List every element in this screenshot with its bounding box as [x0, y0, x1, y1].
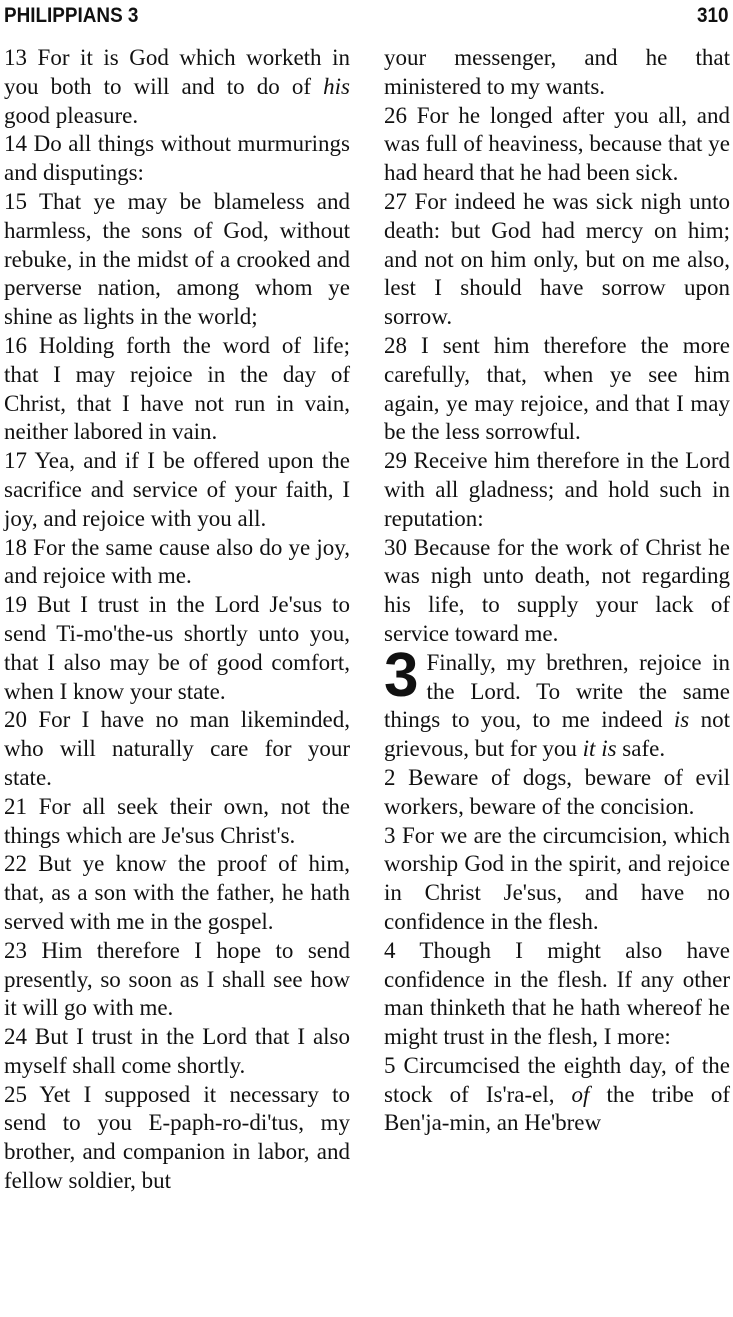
verse — [384, 764, 730, 822]
verse — [4, 850, 350, 936]
right-column — [384, 44, 730, 1138]
verse-text: 23 Him therefore I hope to send presently, so soon as I shall see how it will go with me. — [4, 937, 350, 1021]
verse-text: 16 Holding forth the word of life; that I may rejoice in the day of Christ, that I have not run in vain, neither labored in vain. — [4, 332, 350, 445]
verse-text: safe. — [616, 736, 666, 762]
verse-text: 3 For we are the circumcision, which worship God in the spirit, and rejoice in Christ Je'sus, and have no confidence in the flesh. — [384, 822, 730, 934]
verse-text: 25 Yet I supposed it necessary to send to you E-paph-ro-di'tus, my brother, and companion in labor, and fellow soldier, but — [4, 1081, 350, 1194]
verse-text: 13 For it is God which worketh in you both to will and to do of — [4, 45, 350, 99]
verse — [4, 332, 350, 447]
verse — [4, 130, 350, 188]
verse — [4, 188, 350, 332]
verse-text: 22 But ye know the proof of him, that, as a son with the father, he hath served with me in the gospel. — [4, 851, 350, 934]
verse — [4, 534, 350, 592]
verse — [4, 937, 350, 1023]
verse-text: 17 Yea, and if I be offered upon the sacrifice and service of your faith, I joy, and rejoice with you all. — [4, 448, 350, 531]
verse — [384, 102, 730, 188]
verses-chapter-2-end — [384, 102, 730, 649]
left-column — [4, 44, 350, 1196]
italic-word: it is — [582, 736, 617, 762]
verse — [4, 793, 350, 851]
italic-word: is — [673, 707, 690, 733]
verses-chapter-3 — [384, 764, 730, 1138]
verse-text: Finally, my brethren, rejoice in the Lord. To write the same things to you, to me indeed — [384, 649, 730, 733]
verse-text: 18 For the same cause also do ye joy, and rejoice with me. — [4, 534, 350, 589]
verse-text: 5 Circumcised the eighth day, of the stock of Is'ra-el, — [384, 1052, 730, 1107]
verse-text: 15 That ye may be blameless and harmless, the sons of God, without rebuke, in the midst of a crooked and perverse nation, among whom ye shine as lights in the world; — [4, 188, 350, 330]
chapter-3-verse-1 — [384, 640, 730, 764]
verse-text: 4 Though I might also have confidence in the flesh. If any other man thinketh that he hath whereof he might trust in the flesh, I more: — [384, 937, 730, 1050]
verse — [4, 447, 350, 533]
verse-text: 2 Beware of dogs, beware of evil workers, beware of the concision. — [384, 764, 730, 819]
verse-text: 26 For he longed after you all, and was full of heaviness, because that ye had heard that he had been sick. — [384, 102, 730, 186]
verse-text: 27 For indeed he was sick nigh unto death: but God had mercy on him; and not on him only, but on me also, lest I should have sorrow upon sorrow. — [384, 188, 730, 330]
verse-text: not grievous, but for you — [384, 707, 730, 762]
verse-text: good pleasure. — [4, 102, 139, 128]
verse — [384, 1052, 730, 1138]
verse — [4, 1023, 350, 1081]
chapter-number: 3 — [384, 640, 419, 710]
verse-text: 14 Do all things without murmurings and disputings: — [4, 131, 350, 186]
verse — [384, 937, 730, 1052]
italic-word: of — [571, 1081, 590, 1107]
verse-continuation: your messenger, and he that ministered to my wants. — [384, 45, 730, 99]
verse — [4, 706, 350, 792]
book-chapter-title: PHILIPPIANS 3 — [4, 4, 139, 27]
verse-text: 19 But I trust in the Lord Je'sus to send Ti-mo'the-us shortly unto you, that I also may be of good comfort, when I know your state. — [4, 592, 350, 704]
page-number: 310 — [696, 4, 729, 27]
verse — [384, 534, 730, 649]
verse — [4, 1081, 350, 1196]
verse — [384, 332, 730, 447]
verse — [384, 822, 730, 937]
verse-text: the tribe of Ben'ja-min, an He'brew — [384, 1081, 731, 1136]
verse — [4, 591, 350, 706]
verse-text: 24 But I trust in the Lord that I also myself shall come shortly. — [4, 1024, 350, 1078]
verse — [384, 188, 730, 332]
verse-text: 21 For all seek their own, not the things which are Je'sus Christ's. — [4, 793, 350, 848]
verse — [384, 447, 730, 533]
page-header — [4, 2, 729, 32]
italic-word: his — [323, 73, 350, 99]
verse-text: 28 I sent him therefore the more carefully, that, when ye see him again, ye may rejoice, and that I may be the less sorrowful. — [384, 332, 730, 445]
verse-text: 30 Because for the work of Christ he was nigh unto death, not regarding his life, to supply your lack of service toward me. — [384, 534, 730, 646]
verse-text: 29 Receive him therefore in the Lord with all gladness; and hold such in reputation: — [384, 448, 730, 531]
chapter-3-verse-1-text — [384, 640, 730, 762]
verse-text: 20 For I have no man likeminded, who will naturally care for your state. — [4, 707, 350, 790]
verse — [4, 44, 350, 130]
